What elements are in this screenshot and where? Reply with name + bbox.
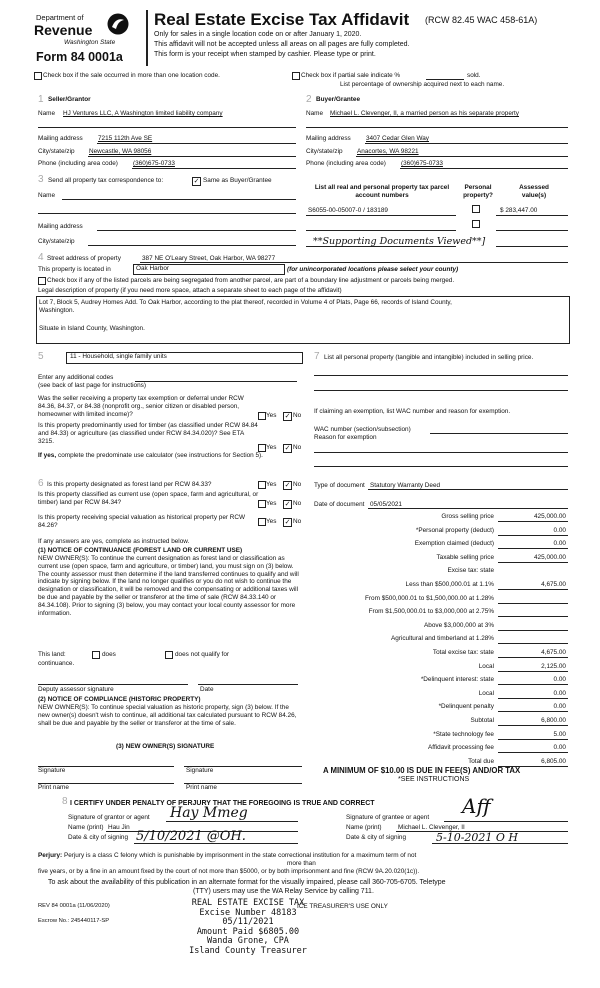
partial-sale-checkbox[interactable] (292, 72, 300, 80)
section-7-number: 7 (314, 351, 320, 362)
stamp-line-6: Island County Treasurer (189, 945, 307, 956)
assessed-value-col-header: Assessed value(s) (519, 184, 549, 199)
s5-ifyes-text: complete the predominate use calculator (see instructions for Section 5). (58, 452, 263, 459)
seller-phone-line (132, 168, 296, 169)
legal-description-box[interactable] (36, 296, 570, 344)
tax-row-line (498, 643, 568, 644)
tax-row-label: *Personal property (deduct) (415, 526, 494, 534)
buyer-name-label: Name (306, 110, 324, 117)
grantee-name[interactable]: Michael L. Clevenger, II (398, 824, 465, 831)
tax-row-value[interactable]: 2,125.00 (541, 662, 566, 670)
s7-field-2[interactable] (314, 390, 568, 391)
s3-mail-label: Mailing address (38, 223, 83, 230)
doc-type[interactable]: Statutory Warranty Deed (370, 482, 441, 489)
seller-mail-label: Mailing address (38, 135, 83, 142)
s6-question-3: Is this property receiving special valuation as historical property per RCW 84.26? (38, 514, 246, 529)
parcel-line-1 (306, 215, 456, 216)
tax-row-label: Agricultural and timberland at 1.28% (390, 635, 494, 643)
tax-row-line (498, 535, 568, 536)
tax-row-line (498, 711, 568, 712)
s6-q2-yes: Yes (266, 500, 277, 507)
s6-q2-yes-checkbox[interactable] (258, 500, 266, 508)
grantor-sig-label: Signature of grantor or agent (68, 814, 150, 821)
s6-q1-no-checkbox[interactable]: ✓ (284, 482, 291, 489)
tax-row-label: *Delinquent penalty (438, 703, 494, 711)
section-3-text: Send all property tax correspondence to: (48, 177, 164, 184)
tax-row-value[interactable]: 4,675.00 (541, 581, 566, 588)
location-select[interactable]: Oak Harbor (133, 264, 285, 275)
segregated-checkbox[interactable] (38, 277, 46, 285)
s7-field-1[interactable] (314, 375, 568, 376)
wac-instruction: If claiming an exemption, list WAC number and reason for exemption. (314, 408, 511, 415)
tax-row-label: From $500,000.01 to $1,500,000.00 at 1.28% (365, 594, 494, 602)
tax-row-label: Total due (468, 757, 494, 765)
form-number: Form 84 0001a (36, 50, 123, 64)
s6-question-1: Is this property designated as forest land per RCW 84.33? (47, 481, 212, 488)
grantor-date-city[interactable]: 5/10/2021 @OH. (136, 829, 246, 844)
buyer-phone[interactable]: (360)675-0733 (401, 160, 443, 167)
stamp-line-5: Wanda Grone, CPA (207, 936, 289, 946)
tax-row-line (498, 752, 568, 753)
section-5-number: 5 (38, 351, 44, 362)
this-land-label: This land: (38, 651, 66, 658)
minimum-fee-note: A MINIMUM OF $10.00 IS DUE IN FEE(S) AND/OR TAX (323, 766, 521, 775)
s6-q3-yes: Yes (266, 518, 277, 525)
tax-row-label: Total excise tax: state (432, 649, 494, 656)
grantor-signature[interactable]: Hay Mmeg (170, 805, 248, 821)
s5-q2-no-checkbox[interactable]: ✓ (284, 445, 291, 452)
buyer-city-label: City/state/zip (306, 148, 343, 155)
street-address[interactable]: 387 NE O'Leary Street, Oak Harbor, WA 98277 (142, 255, 276, 262)
perjury-label: Perjury: (38, 852, 63, 859)
print-name-label-2: Print name (186, 784, 217, 791)
additional-codes-label: Enter any additional codes (38, 374, 114, 381)
doc-type-label: Type of document (314, 482, 365, 489)
notice2-title: (2) NOTICE OF COMPLIANCE (HISTORIC PROPERTY) (38, 696, 201, 703)
partial-sale-label: Check box if partial sale indicate % (301, 72, 401, 79)
same-as-buyer-checkbox[interactable]: ✓ (193, 178, 200, 185)
buyer-mail-line (365, 143, 568, 144)
section-1-number: 1 (38, 94, 44, 105)
parcel-line-3 (306, 246, 456, 247)
perjury-block (38, 852, 416, 860)
s6-q1-no: No (293, 481, 302, 488)
street-label: Street address of property (47, 255, 121, 262)
seller-mail-line (97, 143, 296, 144)
tax-row-value[interactable]: 0.00 (553, 703, 566, 711)
tax-row-label: Subtotal (470, 717, 494, 724)
grantor-name-label: Name (print) (68, 824, 104, 831)
s5-q2-yes-checkbox[interactable] (258, 444, 266, 452)
grantee-date-city[interactable]: 5-10-2021 O H (436, 831, 519, 844)
escrow-number: Escrow No.: 245440117-SP (38, 918, 110, 924)
segregated-label: Check box if any of the listed parcels are being segregated from another parcel, are part of a boundary line adjustment or parcels being merged. (47, 277, 455, 284)
tax-row-line (498, 671, 568, 672)
grantee-date-label: Date & city of signing (346, 834, 407, 841)
parcel-line-2 (306, 230, 456, 231)
header-divider (146, 10, 148, 66)
dept-line3: Washington State (64, 39, 116, 46)
grantor-date-label: Date & city of signing (68, 834, 129, 841)
tax-row-label: Exemption claimed (deduct) (414, 540, 494, 548)
s5-q1-no: No (293, 412, 302, 419)
stamp-line-3: 05/11/2021 (222, 917, 274, 927)
s3-name-label: Name (38, 192, 56, 199)
personal-property-col-header: Personal property? (463, 184, 493, 199)
s6-q1-yes-checkbox[interactable] (258, 481, 266, 489)
multi-location-checkbox[interactable] (34, 72, 42, 80)
tax-row-line (498, 548, 568, 549)
seller-name[interactable]: HJ Ventures LLC, A Washington limited liability company (63, 110, 223, 117)
section-3-number: 3 (38, 174, 44, 185)
deputy-date-label: Date (200, 686, 214, 693)
reason-label: Reason for exemption (314, 434, 377, 441)
tax-row-value[interactable]: 4,675.00 (541, 649, 566, 656)
tax-row-label: Local (478, 662, 494, 670)
located-label: This property is located in (38, 266, 111, 273)
tax-row-line (498, 603, 568, 604)
certify-statement: I CERTIFY UNDER PENALTY OF PERJURY THAT THE FOREGOING IS TRUE AND CORRECT (70, 800, 375, 807)
tax-row-line (498, 562, 568, 563)
multi-location-label: Check box if the sale occurred in more than one location code. (43, 72, 220, 79)
tax-row-value[interactable]: 0.00 (553, 676, 566, 684)
does-not-label: does not qualify for (175, 651, 229, 658)
does-not-qualify-checkbox[interactable] (165, 651, 173, 659)
s5-q1-no-checkbox[interactable]: ✓ (284, 413, 291, 420)
revision-number: REV 84 0001a (11/06/2020) (38, 903, 110, 909)
does-label: does (102, 651, 116, 658)
s6-q1-yes: Yes (266, 481, 277, 488)
tax-row-value[interactable]: 0.00 (553, 689, 566, 697)
continuance-label: continuance. (38, 660, 75, 667)
parcel-col-header: List all real and personal property tax parcel account numbers (314, 184, 450, 199)
buyer-mail-label: Mailing address (306, 135, 351, 142)
perjury-text-3: five years, or by a fine in an amount fixed by the court of not more than $5000, or by both imprisonment and fine (RCW 9A.20.020(1c)). (38, 868, 420, 875)
tax-row-value[interactable]: 6,805.00 (541, 757, 566, 765)
dept-line1: Department of (36, 13, 84, 22)
partial-pct-field[interactable] (426, 79, 464, 80)
section-2-number: 2 (306, 94, 312, 105)
reason-field-2[interactable] (314, 466, 568, 467)
doc-type-line (368, 489, 568, 490)
s5-question-1: Was the seller receiving a property tax exemption or deferral under RCW 84.36, 84.37, or 84.38 (nonprofit org., senior citizen or disabled person, homeowner with limited income)? (38, 395, 244, 418)
tax-row-value[interactable]: 5.00 (553, 730, 566, 738)
tax-row-label: Local (478, 689, 494, 697)
s6-q2-no-checkbox[interactable]: ✓ (284, 501, 291, 508)
personal-property-checkbox-2[interactable] (472, 220, 480, 228)
assessed-line-3 (496, 246, 568, 247)
additional-codes-note: (see back of last page for instructions) (38, 382, 146, 389)
notice1-body: NEW OWNER(S): To continue the current designation as forest land or classification as current use (open space, farm and agriculture, or timber) land, you must sign on (3) below. The county assessor must then determine if the land transferred continues to qualify and will indicate by signing below. If the land no longer qualifies or you do not wish to continue the designation or classification, it will be removed and the compensating or additional taxes will be due and payable by the seller or transferor at the time of sale (RCW 84.33.140 or 84.34.108). Prior to signing (3) below, you may contact your local county assessor for more information. (38, 555, 299, 617)
treasurer-use-only: ICE TREASURER'S USE ONLY (297, 903, 388, 910)
s5-q1-yes-checkbox[interactable] (258, 412, 266, 420)
s6-q3-no-checkbox[interactable]: ✓ (284, 519, 291, 526)
s6-q2-no: No (293, 500, 302, 507)
header-note-1: Only for sales in a single location code on or after January 1, 2020. (154, 31, 362, 38)
stamp-line-4: Amount Paid $6805.00 (196, 926, 300, 937)
signature-label-1: Signature (38, 767, 66, 774)
grantee-sig-line (444, 821, 568, 822)
seller-mail[interactable]: 7215 112th Ave SE (98, 135, 153, 142)
rcw-reference: (RCW 82.45 WAC 458-61A) (425, 15, 538, 25)
tax-row-label: From $1,500,000.01 to $3,000,000 at 2.75% (368, 608, 494, 616)
additional-codes-field[interactable] (135, 381, 297, 382)
buyer-city-line (356, 156, 568, 157)
wac-number-field[interactable] (430, 433, 568, 434)
s6-q3-yes-checkbox[interactable] (258, 518, 266, 526)
supporting-documents-stamp: **Supporting Documents Viewed**] (313, 236, 486, 247)
legal-line-3: Situate in Island County, Washington. (39, 325, 145, 332)
s3-mail-field[interactable] (97, 230, 296, 231)
perjury-text-1: Perjury is a class C felony which is punishable by imprisonment in the state correctional institution for a maximum term of not (63, 852, 417, 859)
see-instructions: *SEE INSTRUCTIONS (398, 776, 470, 783)
stamp-line-2: Excise Number 48183 (199, 907, 297, 918)
tax-row-line (498, 725, 568, 726)
tax-row-line (498, 616, 568, 617)
doc-date-line (368, 508, 568, 509)
s6-q3-no: No (293, 518, 302, 525)
tax-row-value[interactable]: 425,000.00 (534, 553, 566, 561)
tax-row-label: Above $3,000,000 at 3% (424, 621, 494, 629)
seller-city-line (88, 156, 296, 157)
notice1-title: (1) NOTICE OF CONTINUANCE (FOREST LAND OR CURRENT USE) (38, 547, 243, 554)
seller-heading: Seller/Grantor (48, 96, 91, 103)
tax-row-value[interactable]: 0.00 (553, 744, 566, 752)
treasurer-stamp (186, 899, 310, 956)
personal-property-checkbox-1[interactable] (472, 205, 480, 213)
grantor-date-line (134, 843, 298, 844)
section-4-number: 4 (38, 252, 44, 263)
tax-row-value[interactable]: 0.00 (553, 540, 566, 548)
doc-date[interactable]: 05/05/2021 (370, 501, 402, 508)
doc-date-label: Date of document (314, 501, 365, 508)
buyer-name-line (306, 127, 568, 128)
grantee-name-label: Name (print) (346, 824, 382, 831)
seller-phone-label: Phone (including area code) (38, 160, 118, 167)
grantee-signature[interactable]: Aff (462, 794, 491, 818)
s5-q2-no: No (293, 444, 302, 451)
grantor-name[interactable]: Hau Jin (108, 824, 130, 831)
notice2-body: NEW OWNER(S): To continue special valuation as historic property, sign (3) below. If the new owner(s) doesn't wish to continue, all additional tax calculated pursuant to RCW 84.26, shall be due and payable by the seller or transferor at the time of sale. (38, 704, 297, 727)
buyer-city[interactable]: Anacortes, WA 98221 (357, 148, 419, 155)
deputy-date-field[interactable] (198, 684, 298, 685)
tax-row-label: Excise tax: state (447, 567, 494, 575)
seller-name-line (38, 127, 296, 128)
buyer-phone-label: Phone (including area code) (306, 160, 386, 167)
seller-name-label: Name (38, 110, 56, 117)
new-owner-sig-title: (3) NEW OWNER(S) SIGNATURE (116, 743, 215, 750)
seller-city-label: City/state/zip (38, 148, 75, 155)
sold-label: sold. (467, 72, 481, 79)
grantor-sig-line (166, 821, 298, 822)
tax-row-line (498, 739, 568, 740)
same-as-buyer-label: Same as Buyer/Grantee (203, 177, 272, 184)
dept-line2: Revenue (34, 22, 93, 38)
land-use-select[interactable]: 11 - Household, single family units (66, 352, 303, 364)
does-qualify-checkbox[interactable] (92, 651, 100, 659)
perjury-text-2: more than (287, 860, 316, 867)
s7-text: List all personal property (tangible and intangible) included in selling price. (324, 354, 534, 361)
s3-name-field-2[interactable] (38, 213, 296, 214)
parcel-number[interactable]: S6055-00-05007-0 / 183189 (308, 207, 388, 214)
buyer-heading: Buyer/Grantee (316, 96, 361, 103)
s6-question-2: Is this property classified as current use (open space, farm and agricultural, or timber) land per RCW 84.34? (38, 491, 259, 506)
grantee-sig-label: Signature of grantee or agent (346, 814, 430, 821)
tax-row-label: Affidavit processing fee (428, 744, 494, 752)
section-6-number: 6 (38, 478, 44, 489)
stamp-line-1: REAL ESTATE EXCISE TAX (191, 898, 305, 908)
buyer-mail[interactable]: 3407 Cedar Glen Way (366, 135, 429, 142)
s3-city-field[interactable] (88, 245, 296, 246)
s5-ifyes: If yes, (38, 452, 57, 459)
assessed-line-2 (496, 230, 568, 231)
availability-1: To ask about the availability of this publication in an alternate format for the visually impaired, please call 360-705-6705. Teletype (48, 879, 446, 886)
form-title: Real Estate Excise Tax Affidavit (154, 10, 410, 29)
section-8-number: 8 (62, 796, 68, 807)
legal-desc-label: Legal description of property (if you need more space, attach a separate sheet to each page of the affidavit) (38, 287, 342, 294)
tax-row-line (498, 521, 568, 522)
deputy-label: Deputy assessor signature (38, 686, 114, 693)
seller-phone[interactable]: (360)675-0733 (133, 160, 175, 167)
availability-2: (TTY) users may use the WA Relay Service by calling 711. (193, 888, 374, 895)
assessed-value[interactable]: $ 283,447.00 (500, 207, 538, 214)
tax-row-value[interactable]: 6,800.00 (541, 717, 566, 724)
assessed-line-1 (496, 215, 568, 216)
header-note-3: This form is your receipt when stamped by cashier. Please type or print. (154, 51, 376, 58)
tax-row-label: *Delinquent interest: state (420, 676, 494, 684)
washington-logo-icon (106, 11, 130, 37)
tax-row-value[interactable]: 425,000.00 (534, 513, 566, 520)
s5-q2-yes: Yes (266, 444, 277, 451)
list-pct-note: List percentage of ownership acquired next to each name. (340, 81, 505, 88)
unincorporated-note: (for unincorporated locations please select your county) (287, 266, 459, 273)
tax-row-label: Taxable selling price (436, 553, 494, 561)
street-line (140, 262, 568, 263)
tax-row-line (498, 630, 568, 631)
legal-line-2: Washington. (39, 307, 75, 314)
signature-label-2: Signature (186, 767, 214, 774)
s5-question-2: Is this property predominantly used for timber (as classified under RCW 84.84 and 84.33) or agriculture (as classified under RCW 84.34.020)? See ETA 3215. (38, 422, 258, 445)
header-note-2: This affidavit will not be accepted unless all areas on all pages are fully completed. (154, 41, 410, 48)
print-name-label-1: Print name (38, 784, 69, 791)
grantee-date-line (432, 843, 568, 844)
reason-field-1[interactable] (314, 452, 568, 453)
tax-row-line (498, 698, 568, 699)
tax-row-line (498, 684, 568, 685)
s3-name-field[interactable] (62, 199, 296, 200)
tax-row-label: *State technology fee (433, 730, 494, 738)
deputy-signature-field[interactable] (38, 684, 188, 685)
tax-row-label: Gross selling price (441, 513, 494, 520)
tax-row-line (498, 589, 568, 590)
tax-row-line (498, 657, 568, 658)
s5-q1-yes: Yes (266, 412, 277, 419)
wac-number-label: WAC number (section/subsection) (314, 426, 411, 433)
s6-ifany: If any answers are yes, complete as instructed below. (38, 538, 190, 545)
buyer-phone-line (400, 168, 568, 169)
buyer-name[interactable]: Michael L. Clevenger, II, a married person as his separate property (330, 110, 519, 117)
tax-row-value[interactable]: 0.00 (553, 526, 566, 534)
tax-row-label: Less than $500,000.01 at 1.1% (405, 581, 494, 588)
s3-city-label: City/state/zip (38, 238, 75, 245)
legal-line-1: Lot 7, Block 5, Audrey Homes Add. To Oak Harbor, according to the plat thereof, recorded in Volume 4 of Plats, Page 66, records of Island County, (39, 299, 452, 306)
seller-city[interactable]: Newcastle, WA 98056 (89, 148, 152, 155)
